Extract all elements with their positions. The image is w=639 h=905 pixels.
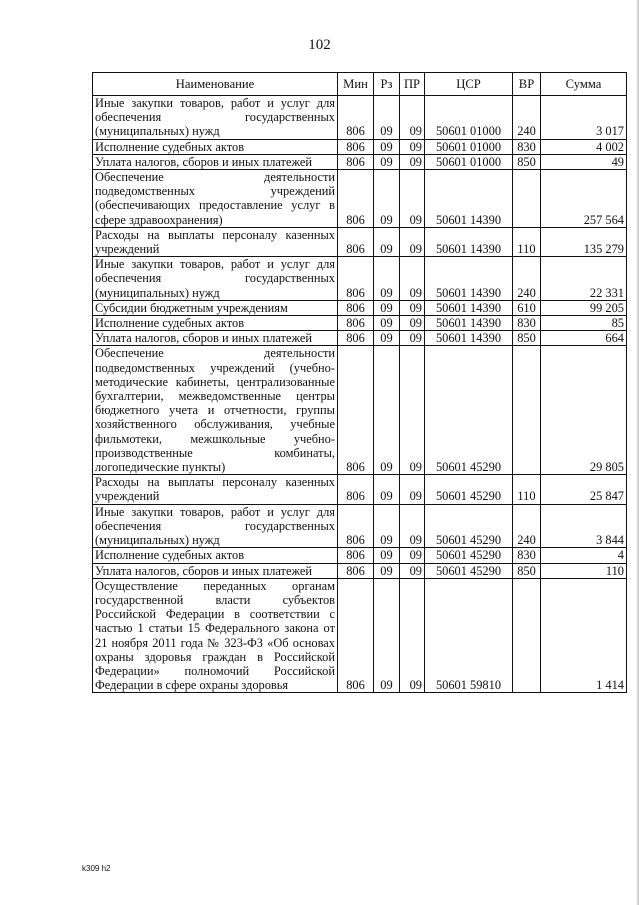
cell-vr: 240 (513, 504, 541, 548)
cell-name: Исполнение судебных актов (93, 139, 338, 154)
column-header-name: Наименование (93, 73, 338, 96)
cell-rz: 09 (374, 227, 400, 256)
cell-sum: 25 847 (541, 475, 627, 504)
cell-rz: 09 (374, 504, 400, 548)
column-header-csr: ЦСР (425, 73, 513, 96)
cell-sum: 4 (541, 548, 627, 563)
table-row (93, 331, 627, 346)
cell-pr: 09 (400, 331, 425, 346)
cell-name: Иные закупки товаров, работ и услуг для обеспечения государственных (муниципальных) нужд (93, 257, 338, 301)
cell-min: 806 (338, 154, 374, 169)
cell-pr: 09 (400, 227, 425, 256)
column-header-rz: Рз (374, 73, 400, 96)
cell-sum: 110 (541, 563, 627, 578)
cell-name: Осуществление переданных органам государственной власти субъектов Российской Федерации в соответствии с частью 1 статьи 15 Федерального закона от 21 ноября 2011 года № 323-ФЗ «Об основах охраны здоровья граждан в Российской Федерации» полномочий Российской Федерации в сфере охраны здоровья (93, 578, 338, 693)
cell-rz: 09 (374, 316, 400, 331)
cell-name: Уплата налогов, сборов и иных платежей (93, 563, 338, 578)
cell-vr: 850 (513, 563, 541, 578)
cell-pr: 09 (400, 154, 425, 169)
cell-min: 806 (338, 548, 374, 563)
cell-vr (513, 346, 541, 475)
cell-min: 806 (338, 563, 374, 578)
cell-sum: 3 844 (541, 504, 627, 548)
cell-sum: 99 205 (541, 300, 627, 315)
cell-csr: 50601 01000 (425, 139, 513, 154)
cell-rz: 09 (374, 548, 400, 563)
cell-sum: 4 002 (541, 139, 627, 154)
cell-csr: 50601 45290 (425, 548, 513, 563)
table-row (93, 548, 627, 563)
cell-min: 806 (338, 257, 374, 301)
cell-vr: 850 (513, 331, 541, 346)
cell-sum: 135 279 (541, 227, 627, 256)
cell-vr: 830 (513, 548, 541, 563)
cell-rz: 09 (374, 139, 400, 154)
cell-csr: 50601 14390 (425, 170, 513, 228)
cell-name: Уплата налогов, сборов и иных платежей (93, 331, 338, 346)
cell-sum: 85 (541, 316, 627, 331)
cell-pr: 09 (400, 170, 425, 228)
cell-vr: 110 (513, 475, 541, 504)
cell-pr: 09 (400, 548, 425, 563)
cell-name: Уплата налогов, сборов и иных платежей (93, 154, 338, 169)
cell-vr: 240 (513, 96, 541, 140)
cell-min: 806 (338, 139, 374, 154)
cell-vr (513, 170, 541, 228)
cell-min: 806 (338, 300, 374, 315)
cell-rz: 09 (374, 170, 400, 228)
page-number: 102 (308, 37, 331, 53)
cell-pr: 09 (400, 257, 425, 301)
budget-table (92, 72, 627, 693)
cell-csr: 50601 14390 (425, 227, 513, 256)
cell-csr: 50601 59810 (425, 578, 513, 693)
cell-csr: 50601 45290 (425, 475, 513, 504)
cell-pr: 09 (400, 96, 425, 140)
cell-min: 806 (338, 96, 374, 140)
cell-pr: 09 (400, 475, 425, 504)
table-row (93, 316, 627, 331)
cell-name: Исполнение судебных актов (93, 316, 338, 331)
table-header-row (93, 73, 627, 96)
table-row (93, 475, 627, 504)
cell-name: Иные закупки товаров, работ и услуг для обеспечения государственных (муниципальных) нужд (93, 504, 338, 548)
cell-rz: 09 (374, 475, 400, 504)
table-body (93, 96, 627, 693)
cell-rz: 09 (374, 563, 400, 578)
cell-sum: 1 414 (541, 578, 627, 693)
cell-min: 806 (338, 316, 374, 331)
table-row (93, 346, 627, 475)
cell-rz: 09 (374, 331, 400, 346)
cell-vr (513, 578, 541, 693)
column-header-sum: Сумма (541, 73, 627, 96)
table-row (93, 96, 627, 140)
cell-vr: 110 (513, 227, 541, 256)
cell-vr: 850 (513, 154, 541, 169)
table-row (93, 170, 627, 228)
cell-name: Субсидии бюджетным учреждениям (93, 300, 338, 315)
column-header-min: Мин (338, 73, 374, 96)
cell-pr: 09 (400, 300, 425, 315)
cell-sum: 257 564 (541, 170, 627, 228)
cell-sum: 3 017 (541, 96, 627, 140)
cell-pr: 09 (400, 316, 425, 331)
cell-min: 806 (338, 504, 374, 548)
cell-sum: 664 (541, 331, 627, 346)
cell-name: Исполнение судебных актов (93, 548, 338, 563)
cell-sum: 22 331 (541, 257, 627, 301)
cell-min: 806 (338, 227, 374, 256)
table-row (93, 227, 627, 256)
cell-min: 806 (338, 346, 374, 475)
cell-rz: 09 (374, 154, 400, 169)
cell-min: 806 (338, 331, 374, 346)
cell-vr: 830 (513, 316, 541, 331)
table-row (93, 257, 627, 301)
cell-csr: 50601 14390 (425, 316, 513, 331)
cell-csr: 50601 14390 (425, 300, 513, 315)
cell-name: Расходы на выплаты персоналу казенных учреждений (93, 227, 338, 256)
cell-min: 806 (338, 170, 374, 228)
cell-vr: 610 (513, 300, 541, 315)
cell-rz: 09 (374, 346, 400, 475)
cell-name: Обеспечение деятельности подведомственных учреждений (учебно-методические кабинеты, централизованные бухгалтерии, межведомственные центры бюджетного учета и отчетности, группы хозяйственного обслуживания, учебные фильмотеки, межшкольные учебно-производственные комбинаты, логопедические пункты) (93, 346, 338, 475)
cell-name: Иные закупки товаров, работ и услуг для обеспечения государственных (муниципальных) нужд (93, 96, 338, 140)
table-row (93, 563, 627, 578)
cell-rz: 09 (374, 96, 400, 140)
column-header-pr: ПР (400, 73, 425, 96)
cell-sum: 29 805 (541, 346, 627, 475)
cell-csr: 50601 14390 (425, 331, 513, 346)
footer-code: k309 h2 (82, 864, 111, 873)
cell-pr: 09 (400, 504, 425, 548)
cell-min: 806 (338, 475, 374, 504)
cell-pr: 09 (400, 139, 425, 154)
cell-name: Обеспечение деятельности подведомственных учреждений (обеспечивающих предоставление услуг в сфере здравоохранения) (93, 170, 338, 228)
cell-csr: 50601 45290 (425, 563, 513, 578)
cell-pr: 09 (400, 563, 425, 578)
cell-min: 806 (338, 578, 374, 693)
cell-rz: 09 (374, 257, 400, 301)
table-row (93, 504, 627, 548)
table-row (93, 154, 627, 169)
cell-pr: 09 (400, 346, 425, 475)
cell-name: Расходы на выплаты персоналу казенных учреждений (93, 475, 338, 504)
table-row (93, 578, 627, 693)
cell-csr: 50601 45290 (425, 346, 513, 475)
cell-rz: 09 (374, 300, 400, 315)
table-row (93, 139, 627, 154)
cell-pr: 09 (400, 578, 425, 693)
cell-csr: 50601 01000 (425, 96, 513, 140)
cell-vr: 240 (513, 257, 541, 301)
cell-rz: 09 (374, 578, 400, 693)
cell-vr: 830 (513, 139, 541, 154)
cell-csr: 50601 14390 (425, 257, 513, 301)
cell-csr: 50601 01000 (425, 154, 513, 169)
column-header-vr: ВР (513, 73, 541, 96)
table-row (93, 300, 627, 315)
cell-sum: 49 (541, 154, 627, 169)
cell-csr: 50601 45290 (425, 504, 513, 548)
